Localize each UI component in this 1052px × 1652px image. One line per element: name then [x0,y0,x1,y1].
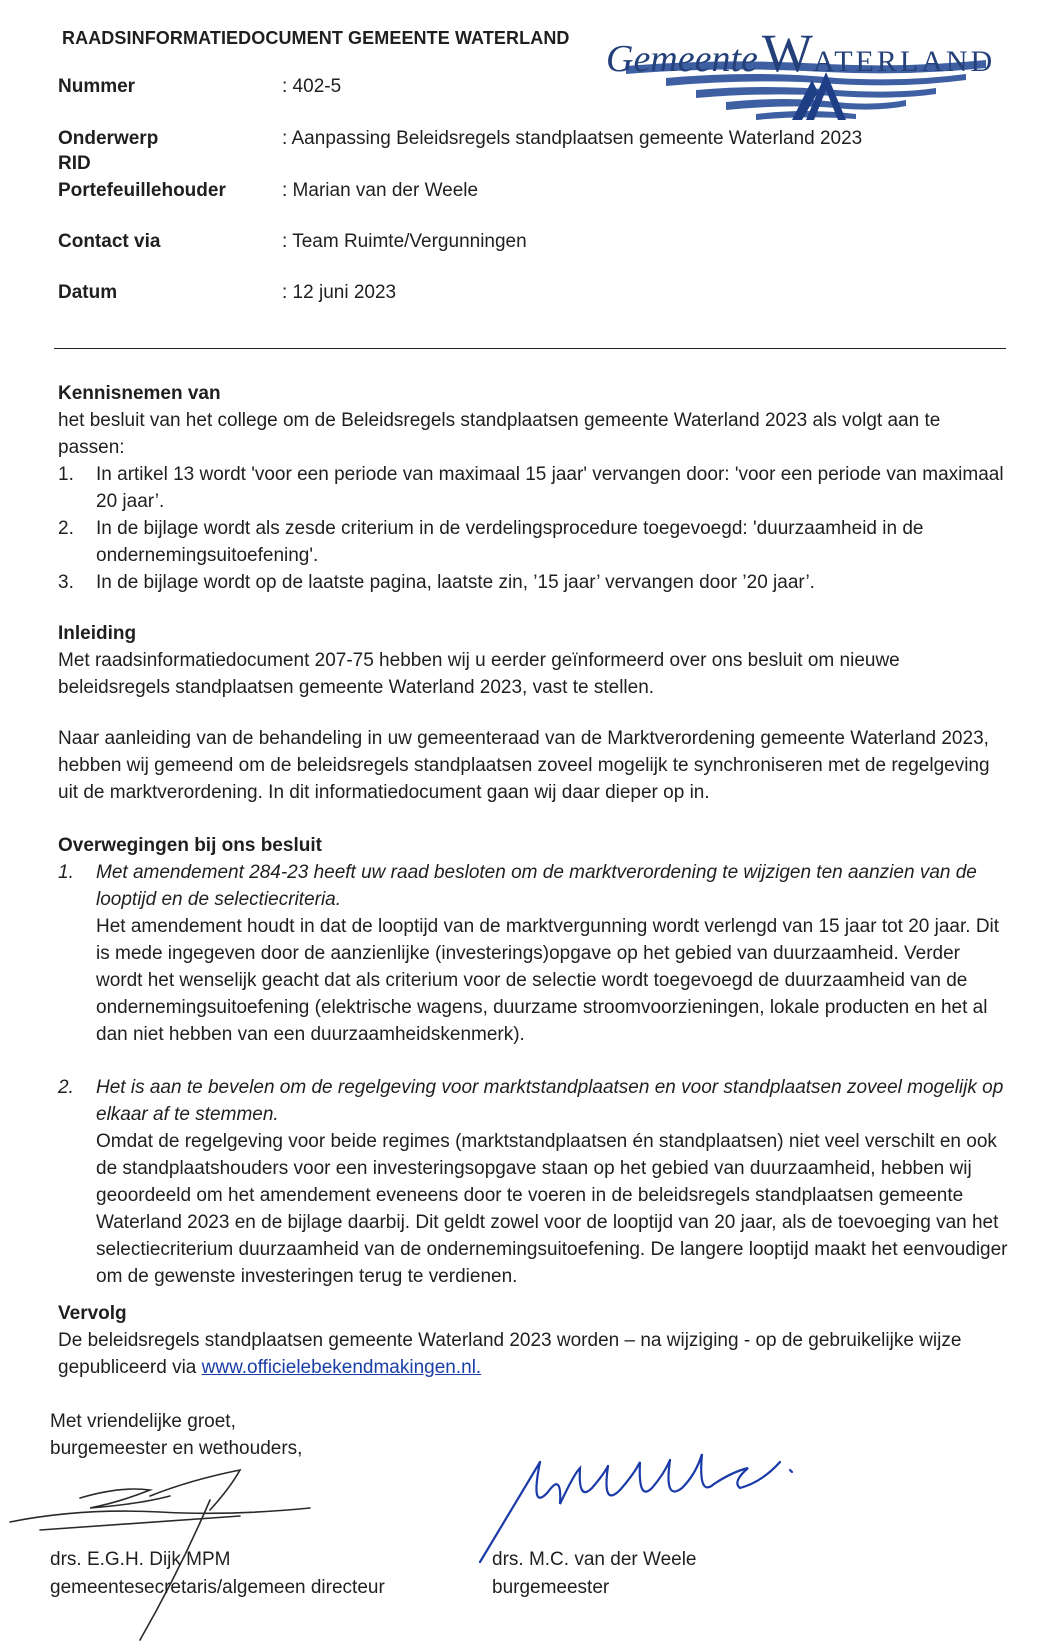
meta-value: : 402-5 [282,76,342,97]
meta-label: Nummer [58,76,136,97]
meta-value: : Aanpassing Beleidsregels standplaatsen gemeente Waterland 2023 [282,128,863,149]
meta-label: Portefeuillehouder [58,180,226,201]
section-vervolg [58,1300,1008,1381]
paragraph [58,1327,1008,1381]
list-text: In artikel 13 wordt 'voor een periode van maximaal 15 jaar' vervangen door: 'voor een periode van maximaal 20 jaar’. [96,464,1004,512]
list-number: 2. [58,518,74,539]
meta-label: Datum [58,282,118,303]
meta-label: RID [58,153,91,174]
logo-wordmark [606,22,995,84]
list-item [58,1074,1008,1290]
list-number: 1. [58,862,74,883]
meta-label: Onderwerp [58,128,159,149]
section-overwegingen [58,832,1008,1290]
list-item [58,515,1008,569]
paragraph: Naar aanleiding van de behandeling in uw gemeenteraad van de Marktverordening gemeente Waterland 2023, hebben wij gemeend om de beleidsregels standplaatsen zoveel mogelijk te synchroniseren met de regelgeving uit de marktverordening. In dit informatiedocument gaan wij daar dieper op in. [58,728,990,803]
section-heading: Overwegingen bij ons besluit [58,835,322,856]
list-text: In de bijlage wordt als zesde criterium in de verdelingsprocedure toegevoegd: 'duurzaamheid in de ondernemingsuitoefening'. [96,518,924,566]
gemeente-waterland-logo [606,8,1026,128]
list-item [58,569,1008,596]
meta-value: : Team Ruimte/Vergunningen [282,231,527,252]
list-item [58,461,1008,515]
document-title: RAADSINFORMATIEDOCUMENT GEMEENTE WATERLAND [62,28,570,48]
consideration-title: Het is aan te bevelen om de regelgeving voor marktstandplaatsen en voor standplaatsen zoveel mogelijk op elkaar af te stemmen. [96,1077,1004,1125]
list-number: 1. [58,464,74,485]
meta-label: Contact via [58,231,161,252]
vervolg-text: De beleidsregels standplaatsen gemeente Waterland 2023 worden – na wijziging - op de gebruikelijke wijze gepubliceerd via [58,1330,962,1378]
signatory-dijk [50,1546,385,1602]
section-heading: Inleiding [58,623,137,644]
header-divider [54,348,1006,349]
consideration-text: Omdat de regelgeving voor beide regimes (marktstandplaatsen én standplaatsen) niet veel verschilt en ook de standplaatshouders voor een investeringsopgave staan op het gebied van duurzaamheid, hebben wij geoordeeld om het amendement eveneens door te voeren in de beleidsregels standplaatsen gemeente Waterland 2023 en de bijlage daarbij. Dit geldt zowel voor de looptijd van 20 jaar, als de toevoeging van het selectiecriterium duurzaamheid van de ondernemingsuitoefening. De langere looptijd maakt het eenvoudiger om de gewenste investeringen terug te verdienen. [96,1131,1008,1287]
consideration-text: Het amendement houdt in dat de looptijd van de marktvergunning wordt verlengd van 15 jaar tot 20 jaar. Dit is mede ingegeven door de aanzienlijke (investerings)opgave op het gebied van duurzaamheid. Verder wordt het wenselijk geacht dat als criterium voor de selectie wordt toegevoegd de duurzaamheid van de ondernemingsuitoefening (elektrische wagens, duurzame stroomvoorzieningen, lokale producten en het al dan niet hebben van een duurzaamheidskenmerk). [96,916,1000,1045]
signed-by: burgemeester en wethouders, [50,1438,303,1459]
meta-value: : 12 juni 2023 [282,282,397,303]
signatory-name: drs. M.C. van der Weele [492,1549,697,1570]
section-heading: Kennisnemen van [58,383,221,404]
section-heading: Vervolg [58,1303,127,1324]
consideration-title: Met amendement 284-23 heeft uw raad besloten om de marktverordening te wijzigen ten aanzien van de looptijd en de selectiecriteria. [96,862,977,910]
signatory-name: drs. E.G.H. Dijk MPM [50,1549,231,1570]
logo-w: W [761,23,813,83]
greeting: Met vriendelijke groet, [50,1411,236,1432]
list-text: In de bijlage wordt op de laatste pagina, laatste zin, ’15 jaar’ vervangen door ’20 jaar’. [96,572,815,593]
list-item [58,859,1008,1048]
section-kennisnemen [58,380,1008,596]
section-inleiding [58,620,1008,806]
section-intro: het besluit van het college om de Beleidsregels standplaatsen gemeente Waterland 2023 als volgt aan te passen: [58,410,941,458]
logo-aterland: ATERLAND [812,45,996,78]
logo-gemeente: Gemeente [606,38,758,80]
list-number: 3. [58,572,74,593]
signatory-role: gemeentesecretaris/algemeen directeur [50,1577,385,1598]
signatory-role: burgemeester [492,1577,610,1598]
meta-value: : Marian van der Weele [282,180,479,201]
publication-link[interactable]: www.officielebekendmakingen.nl. [201,1357,482,1378]
signatory-van-der-weele [492,1546,697,1602]
list-number: 2. [58,1077,74,1098]
paragraph: Met raadsinformatiedocument 207-75 hebben wij u eerder geïnformeerd over ons besluit om nieuwe beleidsregels standplaatsen gemeente Waterland 2023, vast te stellen. [58,650,900,698]
numbered-list [58,461,1008,596]
numbered-list [58,859,1008,1290]
